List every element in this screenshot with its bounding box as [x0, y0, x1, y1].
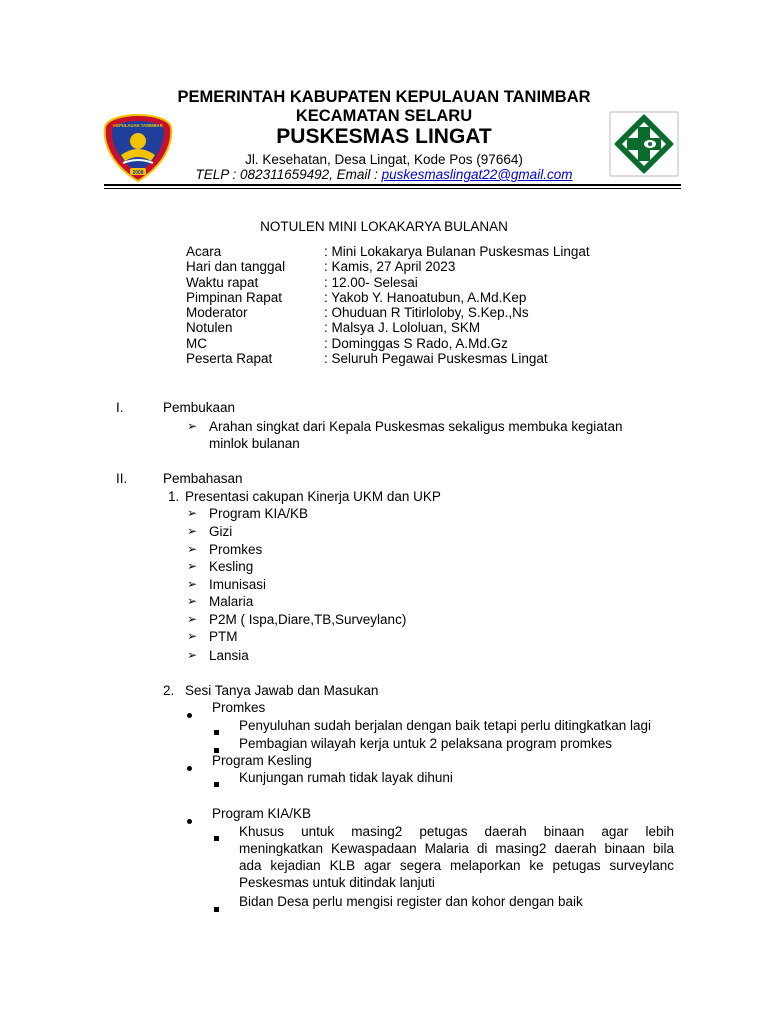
section-title: Pembukaan	[163, 400, 236, 415]
info-label: Pimpinan Rapat	[186, 289, 283, 305]
section-number: II.	[116, 471, 128, 486]
info-row	[186, 335, 508, 351]
info-value: : Kamis, 27 April 2023	[324, 259, 456, 275]
arrow-bullet-icon: ➢	[187, 524, 198, 538]
info-value: : 12.00- Selesai	[324, 274, 418, 290]
arrow-bullet-icon: ➢	[187, 559, 198, 573]
info-label: Notulen	[186, 320, 233, 336]
letterhead-divider-thin	[104, 188, 681, 189]
subsection-number: 1.	[168, 489, 180, 504]
note-line: meningkatkan Kewaspadaan Malaria di masing2 daerah binaan bila	[239, 841, 674, 856]
note-item-justified	[239, 823, 674, 891]
meeting-info	[186, 243, 590, 367]
info-row	[186, 289, 527, 305]
info-value: : Ohuduan R Titirloloby, S.Kep.,Ns	[324, 305, 529, 321]
info-row	[186, 350, 548, 367]
topic-item: Promkes	[212, 700, 266, 715]
program-item: Program KIA/KB	[209, 506, 309, 521]
letterhead-puskesmas-name: PUSKESMAS LINGAT	[276, 125, 492, 148]
program-item: Kesling	[209, 559, 254, 574]
letterhead-address: Jl. Kesehatan, Desa Lingat, Kode Pos (97664)	[245, 152, 523, 167]
contact-text: TELP : 082311659492, Email :	[195, 167, 382, 182]
square-bullet-icon	[214, 899, 219, 917]
arrow-bullet-icon: ➢	[187, 577, 198, 591]
info-label: Waktu rapat	[186, 274, 259, 290]
note-item: Pembagian wilayah kerja untuk 2 pelaksana program promkes	[239, 736, 612, 751]
letterhead-contact	[0, 166, 768, 183]
topic-item: Program KIA/KB	[212, 806, 312, 821]
note-line: Peskesmas untuk ditindak lanjuti	[239, 875, 435, 890]
info-row	[186, 304, 529, 321]
list-item: Arahan singkat dari Kepala Puskesmas sekaligus membuka kegiatan	[209, 419, 623, 434]
info-value: : Malsya J. Lololuan, SKM	[324, 320, 481, 336]
section-number: I.	[116, 400, 124, 415]
email-link[interactable]: puskesmaslingat22@gmail.com	[381, 167, 573, 182]
square-bullet-icon	[214, 828, 219, 846]
program-item: Lansia	[209, 648, 249, 663]
letterhead-government: PEMERINTAH KABUPATEN KEPULAUAN TANIMBAR	[177, 88, 591, 106]
program-item: PTM	[209, 629, 238, 644]
info-value: : Mini Lokakarya Bulanan Puskesmas Lingat	[324, 244, 590, 259]
section-title: Pembahasan	[163, 471, 243, 486]
note-line: Khusus untuk masing2 petugas daerah binaan agar lebih	[239, 824, 674, 839]
program-item: Malaria	[209, 594, 254, 609]
info-value: : Seluruh Pegawai Puskesmas Lingat	[324, 351, 548, 367]
program-item: P2M ( Ispa,Diare,TB,Surveylanc)	[209, 612, 407, 627]
arrow-bullet-icon: ➢	[187, 542, 198, 556]
emblem-text: KEPULAUAN TANIMBAR	[113, 123, 163, 128]
arrow-bullet-icon: ➢	[187, 648, 198, 662]
subsection-number: 2.	[163, 683, 175, 698]
arrow-bullet-icon: ➢	[187, 506, 198, 520]
letterhead-divider	[104, 184, 681, 186]
round-bullet-icon	[187, 705, 192, 723]
note-item: Bidan Desa perlu mengisi register dan kohor dengan baik	[239, 894, 583, 909]
document-title: NOTULEN MINI LOKAKARYA BULANAN	[260, 219, 508, 234]
round-bullet-icon	[187, 758, 192, 776]
round-bullet-icon	[187, 811, 192, 829]
program-item: Imunisasi	[209, 577, 267, 592]
info-label: MC	[186, 335, 207, 351]
square-bullet-icon	[214, 722, 219, 740]
svg-text:2008: 2008	[132, 170, 144, 176]
info-row	[186, 319, 481, 336]
info-row	[186, 258, 456, 275]
list-item-continued: minlok bulanan	[209, 436, 300, 451]
topic-item: Program Kesling	[212, 753, 312, 768]
info-value: : Dominggas S Rado, A.Md.Gz	[324, 335, 508, 351]
subsection-title: Sesi Tanya Jawab dan Masukan	[185, 683, 379, 698]
program-item: Gizi	[209, 524, 233, 539]
letterhead-district: KECAMATAN SELARU	[295, 107, 473, 125]
arrow-bullet-icon: ➢	[187, 419, 198, 433]
info-row	[186, 243, 590, 259]
program-item: Promkes	[209, 542, 263, 557]
note-line: ada kejadian KLB agar segera melaporkan ke petugas surveylanc	[239, 858, 674, 873]
info-label: Moderator	[186, 305, 248, 321]
note-item: Penyuluhan sudah berjalan dengan baik tetapi perlu ditingkatkan lagi	[239, 718, 652, 733]
info-label: Peserta Rapat	[186, 351, 273, 367]
subsection-title: Presentasi cakupan Kinerja UKM dan UKP	[185, 489, 441, 504]
square-bullet-icon	[214, 774, 219, 792]
info-label: Acara	[186, 244, 222, 259]
info-label: Hari dan tanggal	[186, 259, 286, 275]
arrow-bullet-icon: ➢	[187, 594, 198, 608]
info-value: : Yakob Y. Hanoatubun, A.Md.Kep	[324, 289, 527, 305]
arrow-bullet-icon: ➢	[187, 612, 198, 626]
note-item: Kunjungan rumah tidak layak dihuni	[239, 770, 453, 785]
arrow-bullet-icon: ➢	[187, 629, 198, 643]
info-row	[186, 274, 418, 290]
